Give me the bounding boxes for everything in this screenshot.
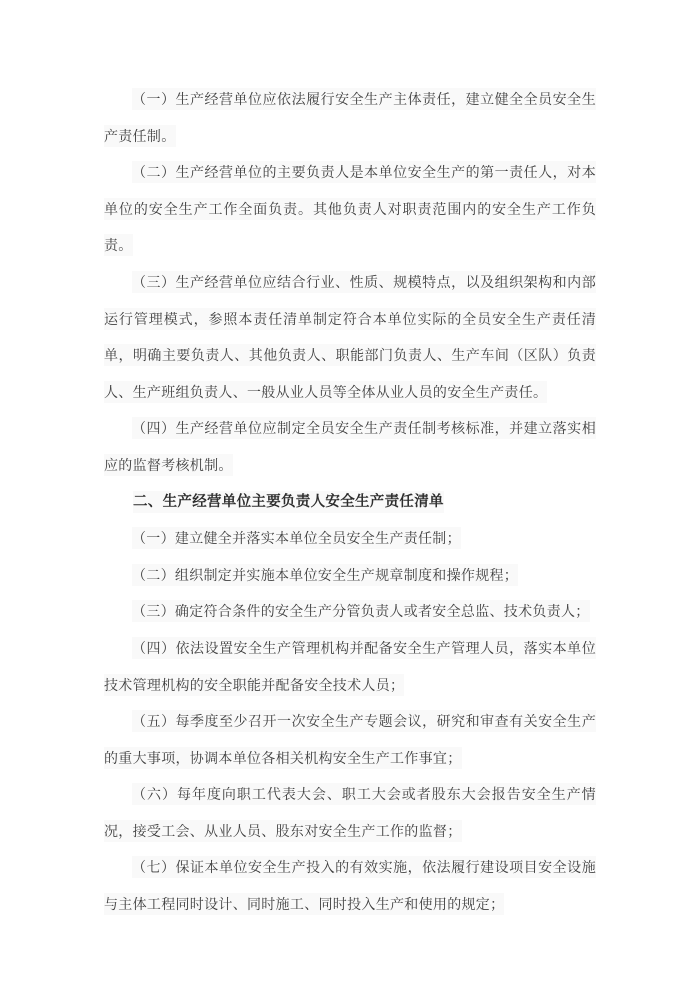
list-item: [104, 630, 596, 703]
list-item-text: （三）确定符合条件的安全生产分管负责人或者安全总监、技术负责人；: [132, 600, 590, 622]
paragraph: [104, 81, 596, 154]
list-item-text: （二）组织制定并实施本单位安全生产规章制度和操作规程；: [132, 564, 518, 586]
paragraph: [104, 264, 596, 410]
list-item-text: （五）每季度至少召开一次安全生产专题会议，研究和审查有关安全生产的重大事项，协调本单位各相关机构安全生产工作事宜；: [104, 710, 596, 769]
list-item: [104, 703, 596, 776]
list-item-text: （四）依法设置安全生产管理机构并配备安全生产管理人员，落实本单位技术管理机构的安全职能并配备安全技术人员；: [104, 637, 596, 696]
paragraph-text: （一）生产经营单位应依法履行安全生产主体责任，建立健全全员安全生产责任制。: [104, 88, 596, 147]
paragraph: [104, 154, 596, 264]
list-item-text: （一）建立健全并落实本单位全员安全生产责任制；: [132, 527, 461, 549]
section-heading-text: 二、生产经营单位主要负责人安全生产责任清单: [133, 491, 444, 513]
list-item: [104, 776, 596, 849]
list-item: [104, 520, 596, 557]
list-item: [104, 557, 596, 594]
paragraph-text: （二）生产经营单位的主要负责人是本单位安全生产的第一责任人，对本单位的安全生产工作全面负责。其他负责人对职责范围内的安全生产工作负责。: [104, 161, 596, 256]
list-item-text: （六）每年度向职工代表大会、职工大会或者股东大会报告安全生产情况，接受工会、从业人员、股东对安全生产工作的监督；: [104, 783, 596, 842]
list-item: [104, 593, 596, 630]
paragraph: [104, 410, 596, 483]
section-heading: [104, 484, 596, 521]
paragraph-text: （三）生产经营单位应结合行业、性质、规模特点，以及组织架构和内部运行管理模式，参照本责任清单制定符合本单位实际的全员安全生产责任清单，明确主要负责人、其他负责人、职能部门负责人、生产车间（区队）负责人、生产班组负责人、一般从业人员等全体从业人员的安全生产责任。: [104, 271, 596, 403]
list-item: [104, 849, 596, 922]
document-content: [104, 81, 596, 923]
paragraph-text: （四）生产经营单位应制定全员安全生产责任制考核标准，并建立落实相应的监督考核机制。: [104, 417, 596, 476]
list-item-text: （七）保证本单位安全生产投入的有效实施，依法履行建设项目安全设施与主体工程同时设计、同时施工、同时投入生产和使用的规定；: [104, 856, 596, 915]
